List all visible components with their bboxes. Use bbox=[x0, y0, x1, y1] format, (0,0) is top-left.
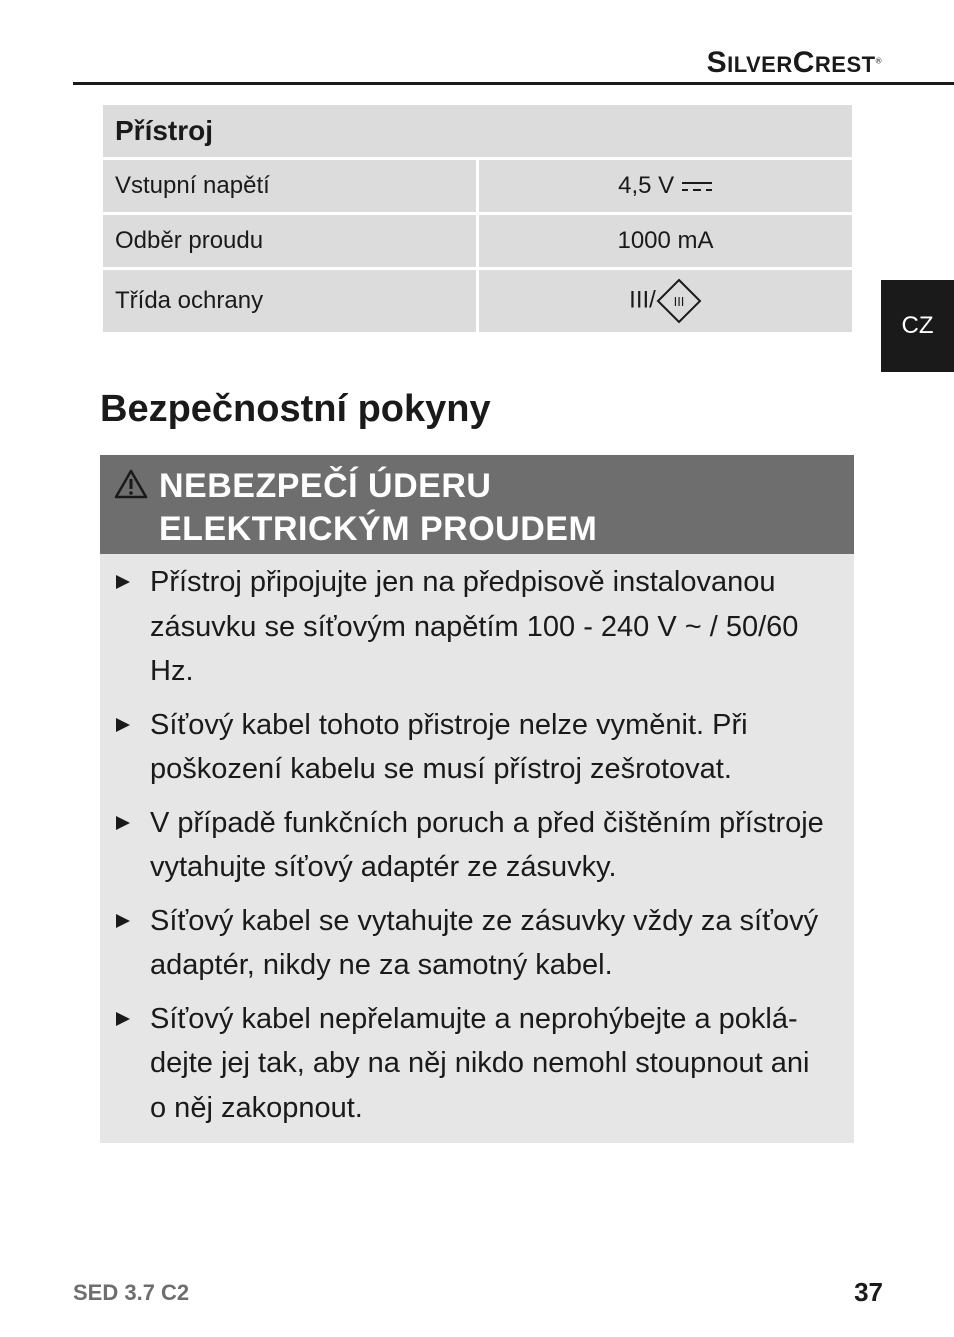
dc-symbol-icon bbox=[681, 180, 713, 194]
warning-list bbox=[100, 554, 854, 1130]
section-title: Bezpečnostní pokyny bbox=[100, 388, 491, 430]
spec-value: III/ bbox=[629, 286, 656, 314]
list-item bbox=[100, 801, 824, 890]
list-item bbox=[100, 997, 824, 1131]
spec-label: Vstupní napětí bbox=[102, 159, 478, 214]
brand-rest-2: REST bbox=[814, 52, 876, 77]
spec-label: Třída ochrany bbox=[102, 269, 478, 334]
spec-row bbox=[102, 214, 854, 269]
warning-triangle-icon bbox=[114, 469, 148, 499]
protection-class-text: III bbox=[673, 294, 685, 309]
spec-row bbox=[102, 159, 854, 214]
warning-header bbox=[100, 455, 854, 554]
header-rule bbox=[73, 82, 954, 85]
list-item bbox=[100, 899, 824, 988]
list-item-text: Síťový kabel nepřelamujte a neprohýbejte a poklá-dejte jej tak, aby na něj nikdo nemohl stoupnout ani o něj zakopnout. bbox=[150, 1002, 810, 1124]
bullet-arrow-icon bbox=[116, 816, 130, 830]
brand-initial-2: C bbox=[792, 46, 815, 79]
bullet-arrow-icon bbox=[116, 575, 130, 589]
bullet-arrow-icon bbox=[116, 914, 130, 928]
list-item-text: Síťový kabel tohoto přistroje nelze vyměnit. Při poškození kabelu se musí přístroj zešrotovat. bbox=[150, 708, 748, 785]
spec-value: 4,5 V bbox=[618, 172, 675, 199]
page-number: 37 bbox=[854, 1277, 883, 1307]
brand-logo bbox=[707, 46, 882, 80]
list-item-text: Síťový kabel se vytahujte ze zásuvky vždy za síťový adaptér, nikdy ne za samotný kabel. bbox=[150, 904, 819, 981]
spec-table-heading: Přístroj bbox=[102, 104, 854, 159]
list-item bbox=[100, 560, 824, 694]
registered-mark: ® bbox=[875, 56, 882, 66]
list-item-text: Přístroj připojujte jen na předpisově instalovanou zásuvku se síťovým napětím 100 - 240 V ~ / 50/60 Hz. bbox=[150, 566, 799, 687]
bullet-arrow-icon bbox=[116, 718, 130, 732]
warning-title bbox=[159, 465, 597, 551]
bullet-arrow-icon bbox=[116, 1012, 130, 1026]
spec-row bbox=[102, 269, 854, 334]
spec-table bbox=[100, 102, 855, 335]
spec-label: Odběr proudu bbox=[102, 214, 478, 269]
brand-initial-1: S bbox=[706, 46, 728, 79]
warning-title-line2: ELEKTRICKÝM PROUDEM bbox=[159, 510, 598, 548]
brand-rest-1: ILVER bbox=[727, 52, 793, 77]
warning-box bbox=[100, 455, 854, 1143]
list-item bbox=[100, 703, 824, 792]
footer-model: SED 3.7 C2 bbox=[73, 1280, 190, 1305]
language-tab: CZ bbox=[881, 280, 954, 372]
list-item-text: V případě funkčních poruch a před čištěním přístroje vytahujte síťový adaptér ze zásuvky. bbox=[150, 806, 824, 883]
spec-value-cell bbox=[478, 159, 854, 214]
protection-class-iii-icon bbox=[656, 278, 702, 324]
warning-title-line1: NEBEZPEČÍ ÚDERU bbox=[159, 467, 492, 505]
spec-value: 1000 mA bbox=[478, 214, 854, 269]
spec-value-cell bbox=[478, 269, 854, 334]
